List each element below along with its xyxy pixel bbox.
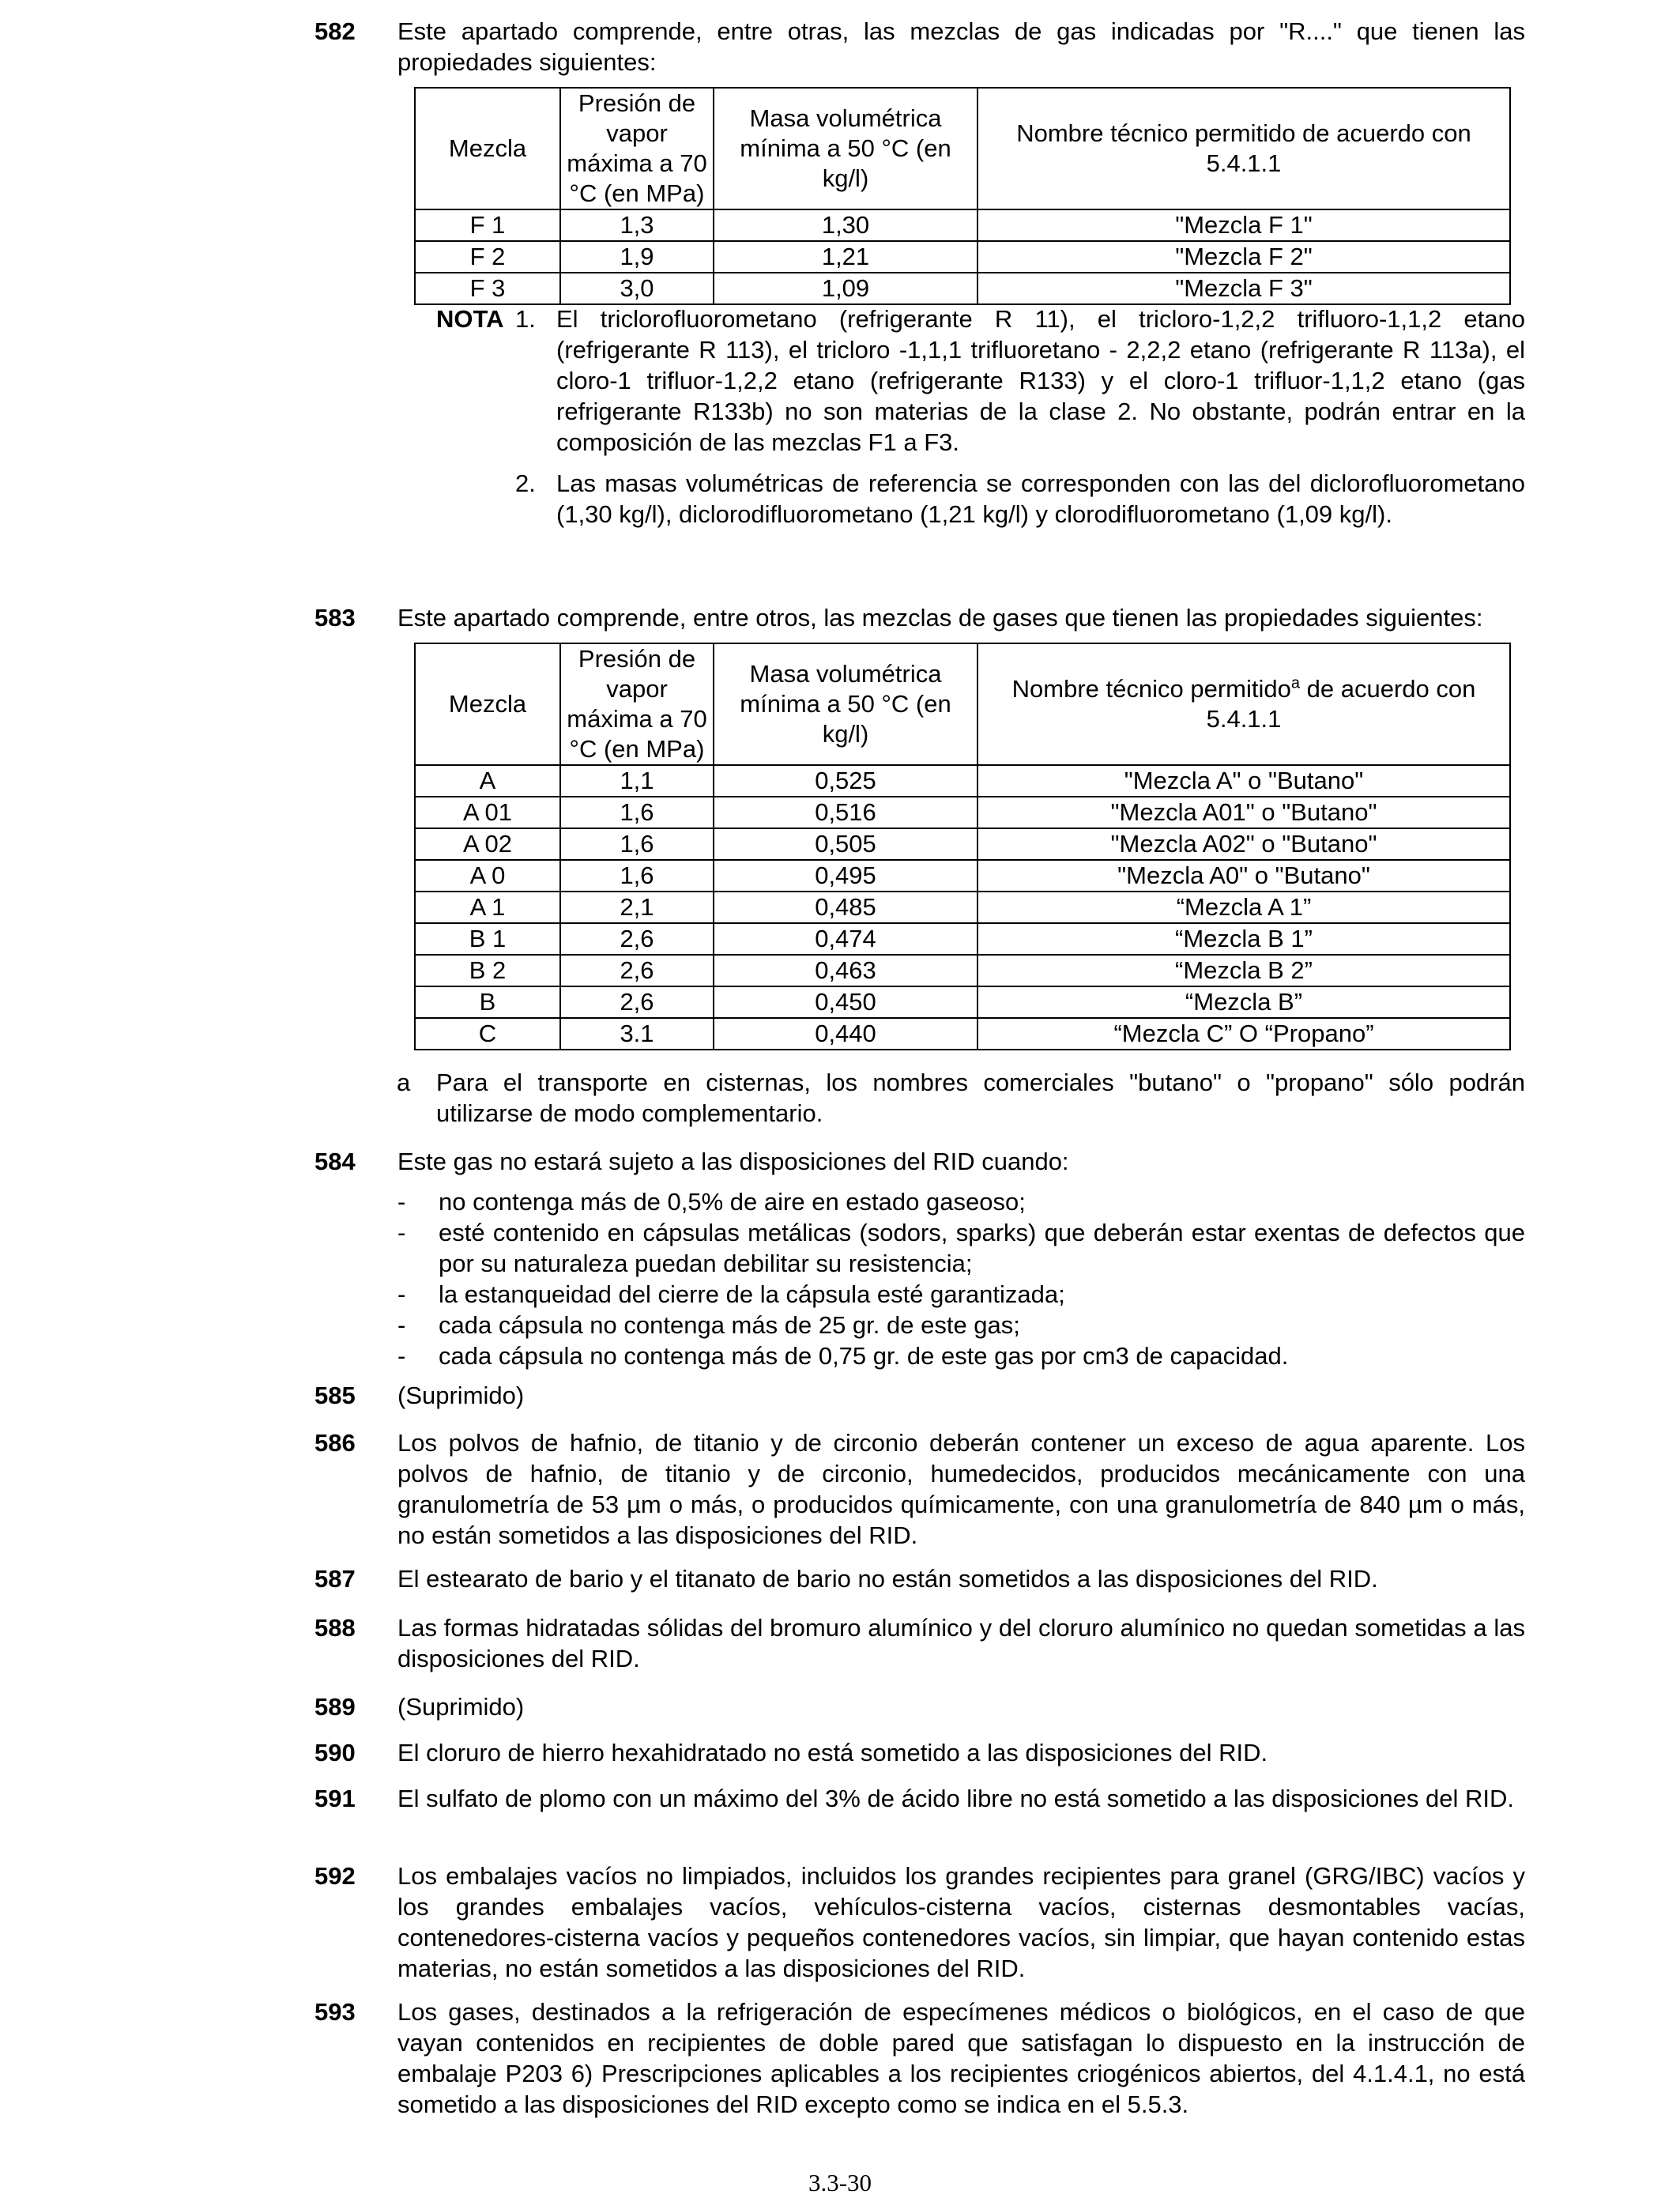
table-cell: 0,516 [714,797,977,828]
table-row [415,860,1510,892]
table-cell: 1,6 [560,860,714,892]
table-cell: B 2 [415,955,560,986]
list-item: - no contenga más de 0,5% de aire en estado gaseoso; [397,1188,1026,1216]
table-cell: “Mezcla C” O “Propano” [977,1018,1510,1050]
section-text: Los gases, destinados a la refrigeración de especímenes médicos o biológicos, en el caso de que vayan contenidos en recipientes de doble pared que satisfagan lo dispuesto en la instrucción de embalaje P203 6) Prescripciones aplicables a los recipientes criogénicos abiertos, del 4.1.4.1, no está sometido a las disposiciones del RID excepto como se indica en el 5.5.3. [397,1998,1525,2118]
table-cell: F 3 [415,273,560,304]
table-row [415,986,1510,1018]
section-text: El cloruro de hierro hexahidratado no está sometido a las disposiciones del RID. [397,1739,1268,1766]
table-cell: 2,6 [560,986,714,1018]
section-582 [315,16,1525,305]
section-584 [315,1146,1525,1371]
section-588 [315,1612,1525,1674]
section-number: 586 [315,1429,356,1457]
table-row [415,797,1510,828]
section-593 [315,1996,1525,2120]
table-cell: A 1 [415,892,560,923]
table-row [415,765,1510,797]
table-row [415,828,1510,860]
section-text: (Suprimido) [397,1382,525,1409]
section-text: Los polvos de hafnio, de titanio y de circonio deberán contener un exceso de agua aparente. Los polvos de hafnio, de titanio y de circonio, humedecidos, producidos mecánicamente con una granulometría de 53 µm o más, o producidos químicamente, con una granulometría de 840 µm o más, no están sometidos a las disposiciones del RID. [397,1429,1525,1549]
table-cell: 2,1 [560,892,714,923]
header-technical-name: Nombre técnico permitido$^a$ de acuerdo con 5.4.1.1 [977,643,1510,765]
table-cell: "Mezcla A01" o "Butano" [977,797,1510,828]
table-cell: 0,485 [714,892,977,923]
list-item: - cada cápsula no contenga más de 0,75 gr. de este gas por cm3 de capacidad. [397,1342,1289,1370]
section-number: 583 [315,604,356,632]
table-header-row [415,643,1510,765]
table-cell: 0,450 [714,986,977,1018]
section-number: 592 [315,1862,356,1890]
table-cell: 1,09 [714,273,977,304]
table-cell: A 01 [415,797,560,828]
section-number: 591 [315,1785,356,1812]
table-cell: 2,6 [560,955,714,986]
section-583 [315,602,1525,1050]
header-vapor-pressure: Presión de vapor máxima a 70 °C (en MPa) [560,88,714,209]
table-row [415,241,1510,273]
table-cell: "Mezcla A02" o "Butano" [977,828,1510,860]
section-number: 593 [315,1998,356,2026]
table-cell: "Mezcla F 3" [977,273,1510,304]
note-number-2: 2. [515,469,536,497]
table-cell: C [415,1018,560,1050]
table-header-row [415,88,1510,209]
section-number: 584 [315,1148,356,1175]
table-cell: 3,0 [560,273,714,304]
section-590 [315,1737,1525,1768]
header-mixture: Mezcla [415,643,560,765]
footnote-mark: a [397,1069,411,1096]
table-cell: B 1 [415,923,560,955]
table-cell: "Mezcla F 2" [977,241,1510,273]
section-text: El estearato de bario y el titanato de bario no están sometidos a las disposiciones del RID. [397,1565,1378,1593]
table-cell: 1,21 [714,241,977,273]
header-mixture: Mezcla [415,88,560,209]
table-row [415,209,1510,241]
section-591 [315,1783,1525,1814]
header-technical-name: Nombre técnico permitido de acuerdo con 5.4.1.1 [977,88,1510,209]
table-cell: "Mezcla A" o "Butano" [977,765,1510,797]
list-item: - esté contenido en cápsulas metálicas (sodors, sparks) que deberán estar exentas de defectos que por su naturaleza puedan debilitar su resistencia; [397,1219,1525,1277]
section-text: Este gas no estará sujeto a las disposiciones del RID cuando: [397,1148,1069,1175]
table-cell: F 2 [415,241,560,273]
table-cell: A 02 [415,828,560,860]
table-cell: 1,3 [560,209,714,241]
table-cell: B [415,986,560,1018]
table-cell: 1,6 [560,797,714,828]
section-number: 589 [315,1693,356,1721]
header-vapor-pressure: Presión de vapor máxima a 70 °C (en MPa) [560,643,714,765]
section-585 [315,1380,1525,1411]
header-density: Masa volumétrica mínima a 50 °C (en kg/l) [714,643,977,765]
table-cell: 1,6 [560,828,714,860]
footnote-text: Para el transporte en cisternas, los nombres comerciales "butano" o "propano" sólo podrán utilizarse de modo complementario. [436,1069,1525,1127]
section-text: (Suprimido) [397,1693,525,1721]
section-text: El sulfato de plomo con un máximo del 3% de ácido libre no está sometido a las disposiciones del RID. [397,1785,1514,1812]
table-cell: 0,495 [714,860,977,892]
list-item: - la estanqueidad del cierre de la cápsula esté garantizada; [397,1280,1065,1308]
table-cell: "Mezcla A0" o "Butano" [977,860,1510,892]
section-587 [315,1563,1525,1594]
table-cell: A [415,765,560,797]
section-589 [315,1691,1525,1722]
table-cell: 1,9 [560,241,714,273]
table-row [415,273,1510,304]
section-number: 587 [315,1565,356,1593]
section-number: 590 [315,1739,356,1766]
table-row [415,923,1510,955]
table-cell: 0,474 [714,923,977,955]
section-text: Las formas hidratadas sólidas del bromuro alumínico y del cloruro alumínico no quedan sometidas a las disposiciones del RID. [397,1614,1525,1672]
table-cell: 1,30 [714,209,977,241]
table-cell: “Mezcla B 1” [977,923,1510,955]
page-number: 3.3-30 [808,2169,872,2196]
mixtures-f-table [414,87,1511,305]
condition-list [397,1186,1525,1371]
table-row [415,892,1510,923]
table-cell: 1,1 [560,765,714,797]
section-number: 585 [315,1382,356,1409]
table-cell: "Mezcla F 1" [977,209,1510,241]
table-cell: “Mezcla A 1” [977,892,1510,923]
section-number: 588 [315,1614,356,1642]
note-label: NOTA [436,305,504,333]
mixtures-abc-table [414,643,1511,1050]
section-text: Los embalajes vacíos no limpiados, incluidos los grandes recipientes para granel (GRG/IBC) vacíos y los grandes embalajes vacíos, vehículos-cisterna vacíos, cisternas desmontables vacías, contenedores-cisterna vacíos y pequeños contenedores vacíos, sin limpiar, que hayan contenido estas materias, no están sometidos a las disposiciones del RID. [397,1862,1525,1982]
table-cell: 3.1 [560,1018,714,1050]
note-text-1: El triclorofluorometano (refrigerante R 11), el tricloro-1,2,2 trifluoro-1,1,2 etano (refrigerante R 113), el tricloro -1,1,1 trifluoretano - 2,2,2 etano (refrigerante R 113a), el cloro-1 trifluor-1,2,2 etano (refrigerante R133) y el cloro-1 trifluor-1,1,2 etano (gas refrigerante R133b) no son materias de la clase 2. No obstante, podrán entrar en la composición de las mezclas F1 a F3. [556,305,1525,456]
table-cell: 0,505 [714,828,977,860]
note-number-1: 1. [515,305,536,333]
header-density: Masa volumétrica mínima a 50 °C (en kg/l) [714,88,977,209]
table-cell: 2,6 [560,923,714,955]
table-cell: “Mezcla B 2” [977,955,1510,986]
section-number: 582 [315,17,356,45]
table-cell: “Mezcla B” [977,986,1510,1018]
section-586 [315,1427,1525,1551]
section-text: Este apartado comprende, entre otras, las mezclas de gas indicadas por "R...." que tienen las propiedades siguientes: [397,17,1525,76]
table-row [415,1018,1510,1050]
section-text: Este apartado comprende, entre otros, las mezclas de gases que tienen las propiedades siguientes: [397,604,1483,632]
table-cell: A 0 [415,860,560,892]
footnote-ref: a [1290,674,1300,692]
table-cell: 0,440 [714,1018,977,1050]
table-cell: 0,463 [714,955,977,986]
note-text-2: Las masas volumétricas de referencia se corresponden con las del diclorofluorometano (1,30 kg/l), diclorodifluorometano (1,21 kg/l) y clorodifluorometano (1,09 kg/l). [556,469,1525,528]
table-row [415,955,1510,986]
table-cell: 0,525 [714,765,977,797]
section-592 [315,1861,1525,1984]
list-item: - cada cápsula no contenga más de 25 gr. de este gas; [397,1311,1020,1339]
table-cell: F 1 [415,209,560,241]
